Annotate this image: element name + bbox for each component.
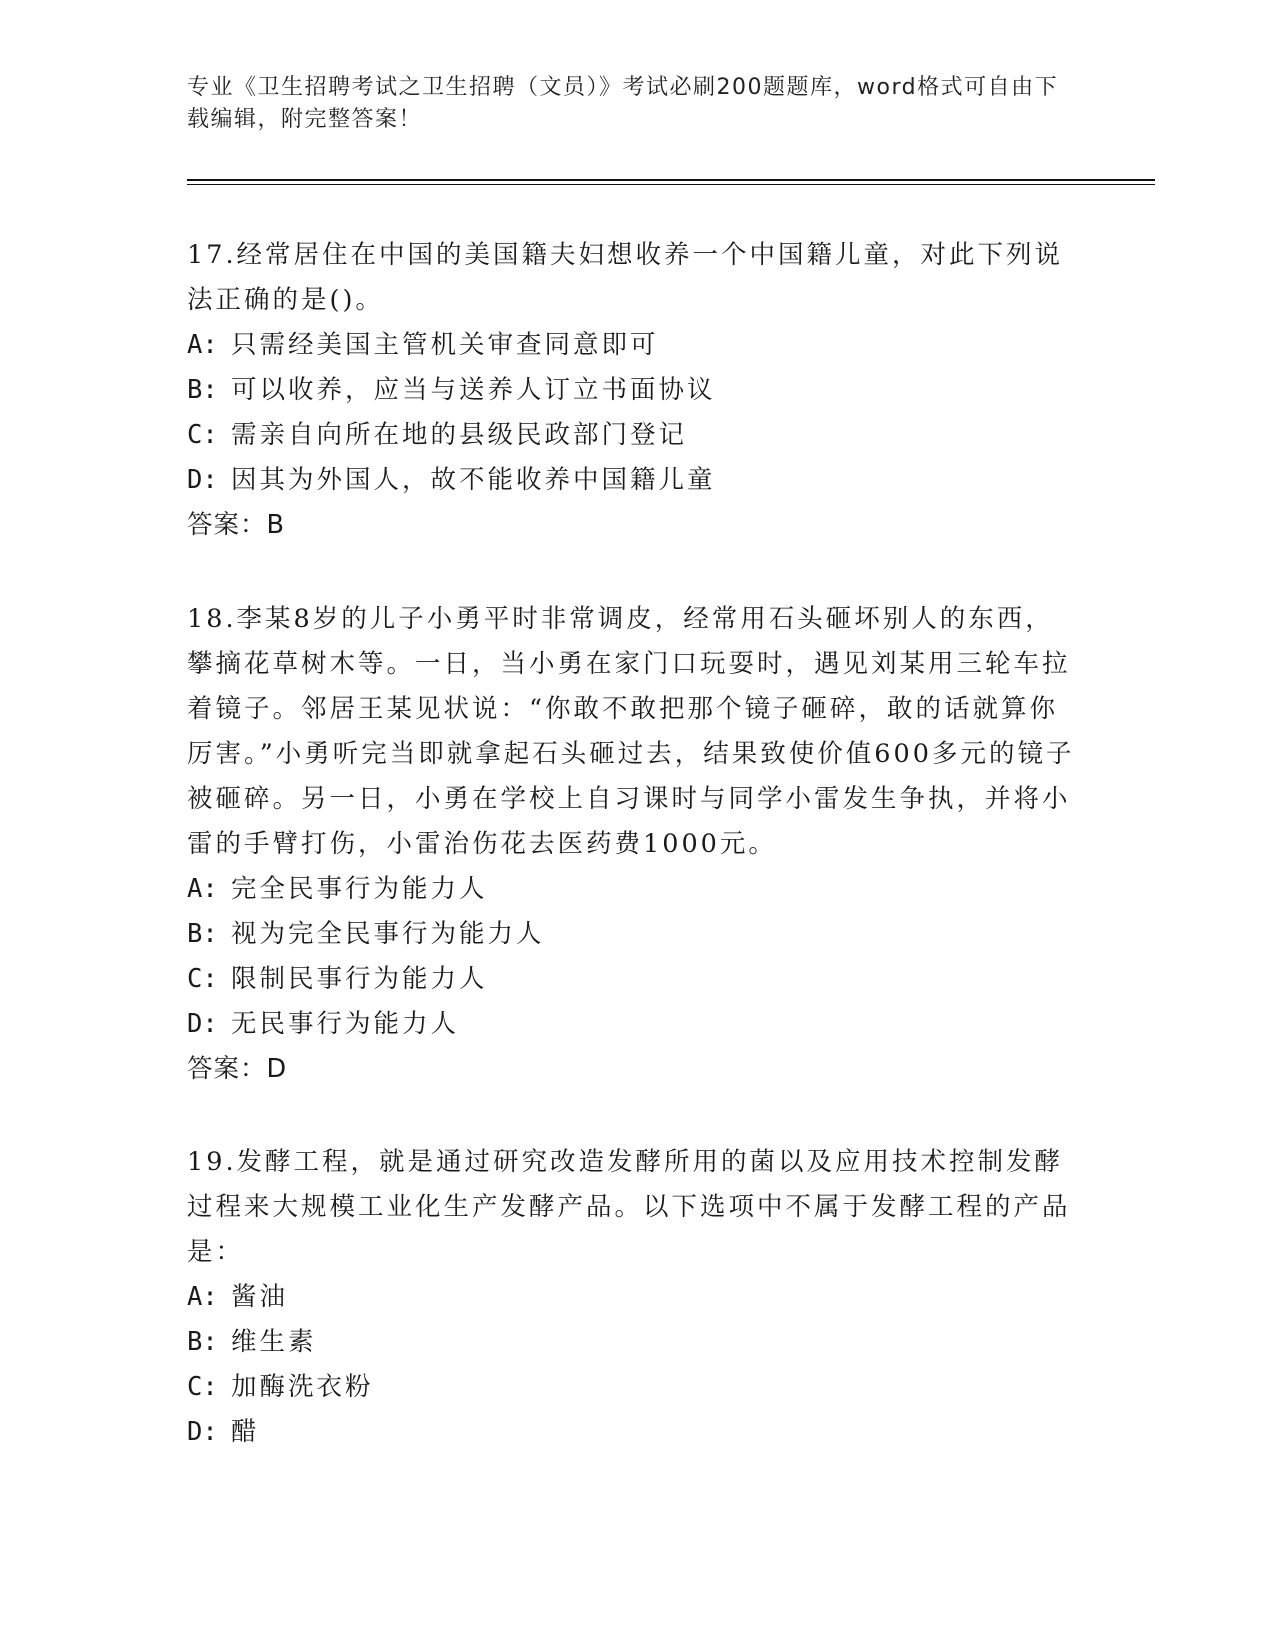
option-key: B: xyxy=(187,375,218,405)
option-key: C: xyxy=(187,420,218,450)
option-c xyxy=(187,1365,1077,1410)
header-divider-thin xyxy=(187,184,1155,185)
answer: 答案：D xyxy=(187,1054,288,1084)
option-b xyxy=(187,368,1077,413)
option-a xyxy=(187,867,1077,912)
option-text: 酱油 xyxy=(231,1282,289,1312)
question-stem: 18.李某8岁的儿子小勇平时非常调皮，经常用石头砸坏别人的东西，攀摘花草树木等。一日，当小勇在家门口玩耍时，遇见刘某用三轮车拉着镜子。邻居王某见状说：“你敢不敢把那个镜子砸碎，敢的话就算你厉害。”小勇听完当即就拿起石头砸过去，结果致使价值600多元的镜子被砸碎。另一日，小勇在学校上自习课时与同学小雷发生争执，并将小雷的手臂打伤，小雷治伤花去医药费1000元。 xyxy=(187,604,1075,859)
option-key: A: xyxy=(187,1282,218,1312)
option-text: 可以收养，应当与送养人订立书面协议 xyxy=(231,375,716,405)
option-key: A: xyxy=(187,330,218,360)
question-stem: 17.经常居住在中国的美国籍夫妇想收养一个中国籍儿童，对此下列说法正确的是()。 xyxy=(187,240,1064,315)
option-key: D: xyxy=(187,1417,218,1447)
option-d xyxy=(187,1410,1077,1455)
option-text: 只需经美国主管机关审查同意即可 xyxy=(231,330,659,360)
option-d xyxy=(187,458,1077,503)
option-a xyxy=(187,1275,1077,1320)
question-stem: 19.发酵工程，就是通过研究改造发酵所用的菌以及应用技术控制发酵过程来大规模工业化生产发酵产品。以下选项中不属于发酵工程的产品是： xyxy=(187,1147,1071,1267)
option-text: 需亲自向所在地的县级民政部门登记 xyxy=(231,420,688,450)
option-b xyxy=(187,1320,1077,1365)
option-text: 醋 xyxy=(231,1417,260,1447)
header-divider-thick xyxy=(187,179,1155,181)
option-text: 限制民事行为能力人 xyxy=(231,964,488,994)
option-c xyxy=(187,413,1077,458)
option-text: 视为完全民事行为能力人 xyxy=(231,919,545,949)
option-text: 因其为外国人，故不能收养中国籍儿童 xyxy=(231,465,716,495)
option-key: D: xyxy=(187,465,218,495)
option-text: 加酶洗衣粉 xyxy=(231,1372,374,1402)
question-19 xyxy=(187,1140,1077,1455)
option-d xyxy=(187,1002,1077,1047)
option-key: B: xyxy=(187,919,218,949)
answer: 答案：B xyxy=(187,510,285,540)
option-key: C: xyxy=(187,964,218,994)
option-key: A: xyxy=(187,874,218,904)
option-b xyxy=(187,912,1077,957)
option-key: B: xyxy=(187,1327,218,1357)
option-text: 完全民事行为能力人 xyxy=(231,874,488,904)
option-key: D: xyxy=(187,1009,218,1039)
question-17 xyxy=(187,233,1077,548)
option-a xyxy=(187,323,1077,368)
option-key: C: xyxy=(187,1372,218,1402)
document-intro: 专业《卫生招聘考试之卫生招聘（文员）》考试必刷200题题库，word格式可自由下载编辑，附完整答案！ xyxy=(187,75,1059,132)
option-text: 无民事行为能力人 xyxy=(231,1009,460,1039)
option-text: 维生素 xyxy=(231,1327,317,1357)
option-c xyxy=(187,957,1077,1002)
question-18 xyxy=(187,597,1077,1092)
